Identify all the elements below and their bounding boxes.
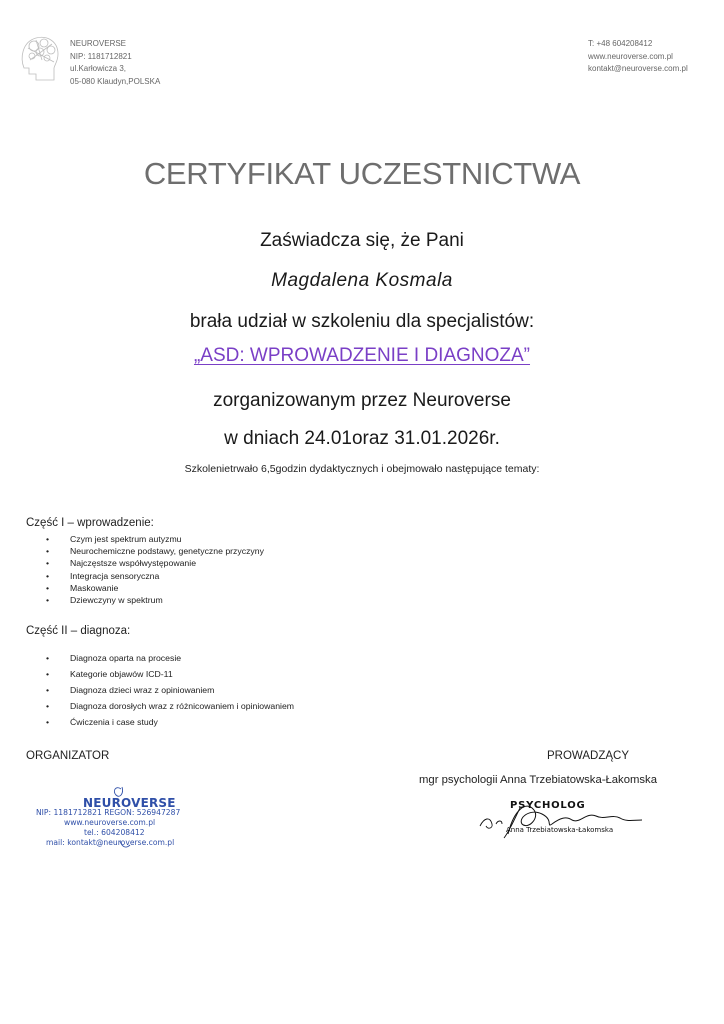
participation-line: brała udział w szkoleniu dla specjalistów: <box>189 311 535 332</box>
bullet-icon: • <box>46 546 50 557</box>
bullet-icon: • <box>46 717 50 727</box>
bullet-icon: • <box>46 582 50 593</box>
list-item: • Najczęstsze współwystępowanie <box>46 558 197 569</box>
signature-stamp <box>468 790 658 846</box>
signature-stamp-title: PSYCHOLOG <box>510 800 586 811</box>
contact-email: kontakt@neuroverse.com.pl <box>588 64 688 73</box>
company-street: ul.Karłowicza 3, <box>70 64 127 73</box>
dates-line: w dniach 24.01oraz 31.01.2026r. <box>224 428 500 449</box>
contact-phone: T: +48 604208412 <box>588 39 653 48</box>
organizer-label: ORGANIZATOR <box>26 750 110 762</box>
bullet-icon: • <box>46 570 50 581</box>
list-item: • Diagnoza dzieci wraz z opiniowaniem <box>46 685 215 695</box>
list-item: • Kategorie objawów ICD-11 <box>46 669 173 679</box>
course-title-line <box>0 345 724 367</box>
company-name: NEUROVERSE <box>70 39 127 48</box>
company-nip: NIP: 1181712821 <box>70 51 132 61</box>
lead-name: mgr psychologii Anna Trzebiatowska-Łakomska <box>419 774 657 786</box>
contact-website: www.neuroverse.com.pl <box>588 51 673 61</box>
list-item: • Neurochemiczne podstawy, genetyczne przyczyny <box>46 546 264 557</box>
bullet-icon: • <box>46 653 50 663</box>
list-item: • Integracja sensoryczna <box>46 570 160 581</box>
handwritten-signature-icon <box>468 790 658 846</box>
list-item: • Czym jest spektrum autyzmu <box>46 534 182 544</box>
certificate-title: CERTYFIKAT UCZESTNICTWA <box>143 156 581 191</box>
part-2-topic-list <box>46 651 294 731</box>
part-2-heading: Część II – diagnoza: <box>26 625 131 637</box>
stamp-email: mail: kontakt@neuroverse.com.pl <box>46 838 175 847</box>
stamp-nip-regon: NIP: 1181712821 REGON: 526947287 <box>36 808 181 817</box>
bullet-icon: • <box>46 685 50 695</box>
company-city: 05-080 Klaudyn,POLSKA <box>70 76 161 86</box>
stamp-phone: tel.: 604208412 <box>84 828 145 837</box>
company-contact <box>588 38 688 76</box>
part-1-heading: Część I – wprowadzenie: <box>26 517 154 529</box>
list-item: • Diagnoza dorosłych wraz z różnicowaniem i opiniowaniem <box>46 701 295 711</box>
bullet-icon: • <box>46 558 50 569</box>
organizer-stamp <box>36 783 196 853</box>
list-item: • Maskowanie <box>46 582 119 593</box>
list-item: • Ćwiczenia i case study <box>46 717 158 727</box>
bullet-icon: • <box>46 701 50 711</box>
brain-head-icon <box>14 28 66 88</box>
organizer-line: zorganizowanym przez Neuroverse <box>213 390 511 411</box>
training-summary: Szkolenietrwało 6,5godzin dydaktycznych i obejmowało następujące tematy: <box>184 463 540 475</box>
stamp-website: www.neuroverse.com.pl <box>64 818 156 827</box>
bullet-icon: • <box>46 534 50 544</box>
course-title: „ASD: WPROWADZENIE I DIAGNOZA” <box>193 345 531 366</box>
company-address <box>70 38 160 88</box>
stamp-company-name: NEUROVERSE <box>83 796 176 810</box>
part-1-topic-list <box>46 533 264 606</box>
bullet-icon: • <box>46 594 50 605</box>
bullet-icon: • <box>46 669 50 679</box>
lead-label: PROWADZĄCY <box>547 750 629 762</box>
attestation-line: Zaświadcza się, że Pani <box>260 230 464 251</box>
list-item: • Diagnoza oparta na procesie <box>46 653 182 663</box>
signature-stamp-name: Anna Trzebiatowska-Łakomska <box>506 826 614 834</box>
list-item: • Dziewczyny w spektrum <box>46 594 163 605</box>
participant-name: Magdalena Kosmala <box>271 270 453 291</box>
